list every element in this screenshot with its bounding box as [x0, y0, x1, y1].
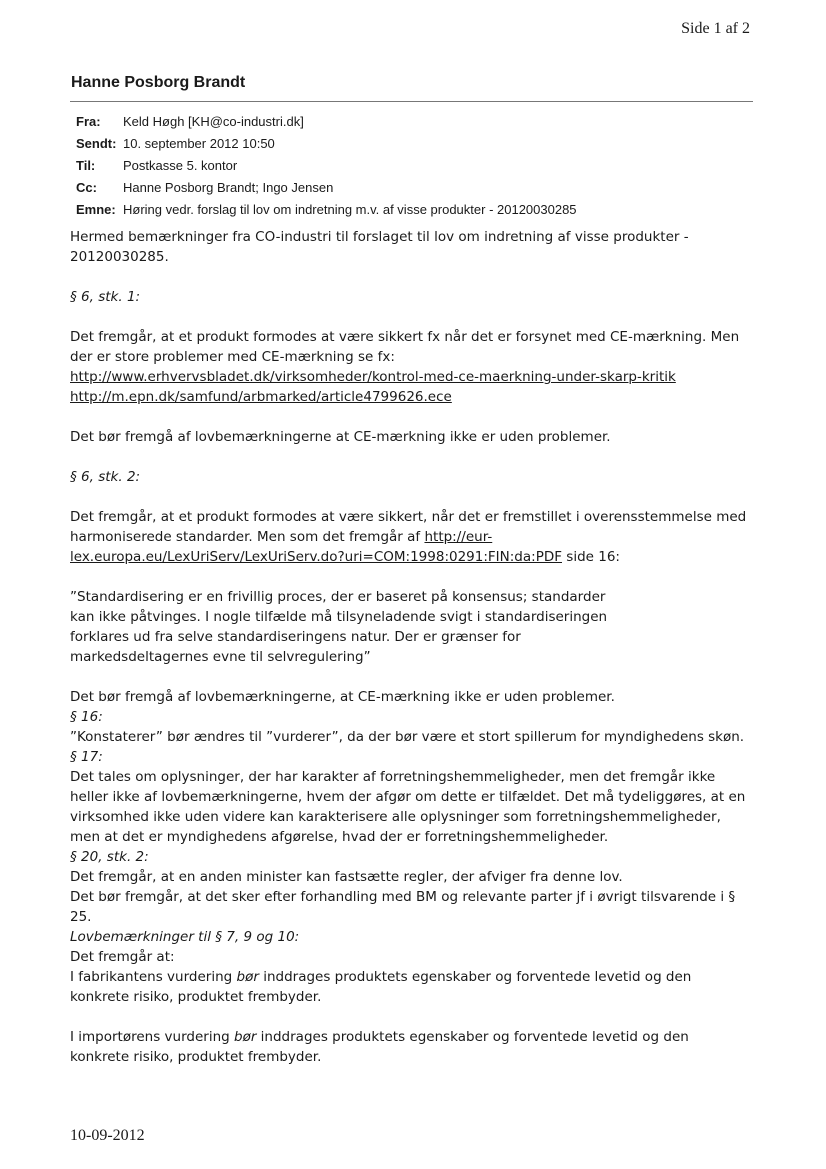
body-line: Hermed bemærkninger fra CO-industri til forslaget til lov om indretning af visse produkter -	[70, 229, 689, 245]
email-headers	[76, 111, 577, 221]
section-heading: § 6, stk. 1:	[70, 289, 141, 305]
hyperlink[interactable]: http://eur-	[424, 529, 493, 545]
header-value: 10. september 2012 10:50	[123, 136, 275, 151]
emphasis: bør	[236, 969, 259, 985]
section-heading: § 6, stk. 2:	[70, 469, 141, 485]
header-label: Sendt:	[76, 136, 117, 151]
quote-line: forklares ud fra selve standardiseringens natur. Der er grænser for	[70, 629, 521, 645]
header-value: Høring vedr. forslag til lov om indretning m.v. af visse produkter - 20120030285	[123, 202, 577, 217]
body-line: heller ikke af lovbemærkningerne, hvem der afgør om dette er tilfældet. Det må tydeliggøres, at en	[70, 789, 746, 805]
quote-line: kan ikke påtvinges. I nogle tilfælde må tilsyneladende svigt i standardiseringen	[70, 609, 608, 625]
body-line: Det fremgår, at et produkt formodes at være sikkert fx når det er forsynet med CE-mærkning. Men	[70, 329, 740, 345]
hyperlink[interactable]: http://m.epn.dk/samfund/arbmarked/article4799626.ece	[70, 389, 452, 405]
section-heading: § 20, stk. 2:	[70, 849, 149, 865]
quote-line: ”Standardisering er en frivillig proces, der er baseret på konsensus; standarder	[70, 589, 606, 605]
body-line: Det tales om oplysninger, der har karakter af forretningshemmeligheder, men det fremgår ikke	[70, 769, 716, 785]
body-line: konkrete risiko, produktet frembyder.	[70, 1049, 322, 1065]
header-from	[76, 111, 577, 133]
body-text: inddrages produktets egenskaber og forventede levetid og den	[256, 1029, 689, 1045]
body-line: 25.	[70, 909, 92, 925]
hyperlink[interactable]: lex.europa.eu/LexUriServ/LexUriServ.do?uri=COM:1998:0291:FIN:da:PDF	[70, 549, 562, 565]
section-heading: § 17:	[70, 749, 103, 765]
header-divider	[70, 101, 753, 102]
section-heading: § 16:	[70, 709, 103, 725]
body-line: ”Konstaterer” bør ændres til ”vurderer”, da der bør være et stort spillerum for myndighedens skøn.	[70, 729, 745, 745]
header-value: Keld Høgh [KH@co-industri.dk]	[123, 114, 304, 129]
body-line: Det bør fremgå af lovbemærkningerne, at CE-mærkning ikke er uden problemer.	[70, 689, 615, 705]
header-cc	[76, 177, 577, 199]
body-line: Det fremgår, at et produkt formodes at være sikkert, når det er fremstillet i overensstemmelse med	[70, 509, 747, 525]
page-number: Side 1 af 2	[681, 20, 750, 37]
body-line: virksomhed ikke uden videre kan karakterisere alle oplysninger som forretningshemmeligheder,	[70, 809, 721, 825]
body-line: Det fremgår, at en anden minister kan fastsætte regler, der afviger fra denne lov.	[70, 869, 623, 885]
header-value: Hanne Posborg Brandt; Ingo Jensen	[123, 180, 334, 195]
header-label: Cc:	[76, 180, 97, 195]
header-label: Emne:	[76, 202, 116, 217]
body-text: I importørens vurdering	[70, 1029, 234, 1045]
header-to	[76, 155, 577, 177]
body-line: der er store problemer med CE-mærkning se fx:	[70, 349, 395, 365]
body-text: inddrages produktets egenskaber og forventede levetid og den	[258, 969, 692, 985]
header-value: Postkasse 5. kontor	[123, 158, 238, 173]
quote-line: markedsdeltagernes evne til selvregulering”	[70, 649, 371, 665]
header-label: Fra:	[76, 114, 101, 129]
body-text: harmoniserede standarder. Men som det fremgår af	[70, 529, 425, 545]
email-body	[70, 227, 760, 1067]
section-heading: Lovbemærkninger til § 7, 9 og 10:	[70, 929, 300, 945]
body-line: 20120030285.	[70, 249, 169, 265]
body-text: side 16:	[562, 549, 620, 565]
hyperlink[interactable]: http://www.erhvervsbladet.dk/virksomheder/kontrol-med-ce-maerkning-under-skarp-kritik	[70, 369, 676, 385]
body-line: Det bør fremgå af lovbemærkningerne at CE-mærkning ikke er uden problemer.	[70, 429, 611, 445]
body-text: I fabrikantens vurdering	[70, 969, 237, 985]
header-label: Til:	[76, 158, 96, 173]
header-subject	[76, 199, 577, 221]
emphasis: bør	[234, 1029, 257, 1045]
body-line: men at det er myndighedens afgørelse, hvad der er forretningshemmeligheder.	[70, 829, 609, 845]
header-sent	[76, 133, 577, 155]
body-line: Det bør fremgår, at det sker efter forhandling med BM og relevante parter jf i øvrigt tilsvarende i §	[70, 889, 736, 905]
body-line: konkrete risiko, produktet frembyder.	[70, 989, 322, 1005]
sender-name: Hanne Posborg Brandt	[71, 74, 246, 91]
footer-date: 10-09-2012	[70, 1127, 145, 1144]
body-line: Det fremgår at:	[70, 949, 175, 965]
